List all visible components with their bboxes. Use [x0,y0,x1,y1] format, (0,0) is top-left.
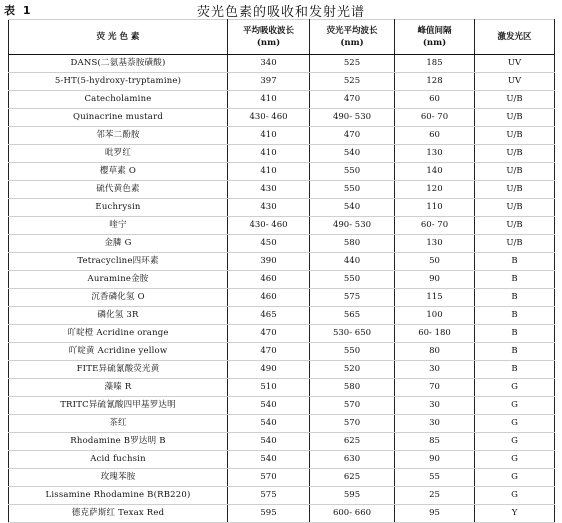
peak-interval-cell: 85 [395,433,475,451]
fluorochrome-name-cell: 玫瑰苯胺 [9,469,228,487]
excitation-region-cell: B [475,361,555,379]
absorption-wavelength-cell: 410 [228,91,310,109]
fluorochrome-name-cell: Euchrysin [9,199,228,217]
absorption-wavelength-cell: 490 [228,361,310,379]
fluorochrome-spectra-table [8,19,555,523]
header-excitation-region [475,20,555,55]
emission-wavelength-cell: 490- 530 [310,109,395,127]
peak-interval-cell: 30 [395,397,475,415]
fluorochrome-name-cell: 硫代黄色素 [9,181,228,199]
emission-wavelength-cell: 580 [310,235,395,253]
absorption-wavelength-cell: 430 [228,181,310,199]
emission-wavelength-cell: 595 [310,487,395,505]
header-absorption [228,20,310,55]
absorption-wavelength-cell: 470 [228,343,310,361]
excitation-region-cell: U/B [475,217,555,235]
emission-wavelength-cell: 550 [310,343,395,361]
header-row [9,20,555,55]
excitation-region-cell: G [475,469,555,487]
emission-wavelength-cell: 625 [310,469,395,487]
excitation-region-cell: U/B [475,181,555,199]
emission-wavelength-cell: 490- 530 [310,217,395,235]
header-fluorochrome-label: 荧 光 色 素 [96,31,140,42]
fluorochrome-name-cell: 磷化氢 3R [9,307,228,325]
fluorochrome-name-cell: 德克萨斯红 Texax Red [9,505,228,523]
peak-interval-cell: 185 [395,55,475,73]
absorption-wavelength-cell: 340 [228,55,310,73]
table-row [9,505,555,523]
peak-interval-cell: 128 [395,73,475,91]
peak-interval-cell: 95 [395,505,475,523]
excitation-region-cell: U/B [475,91,555,109]
emission-wavelength-cell: 470 [310,91,395,109]
fluorochrome-name-cell: DANS(二氨基萘胺磺酸) [9,55,228,73]
table-row [9,379,555,397]
excitation-region-cell: B [475,325,555,343]
emission-wavelength-cell: 550 [310,181,395,199]
header-emission [310,20,395,55]
fluorochrome-name-cell: FITE异硫氰酸荧光黄 [9,361,228,379]
fluorochrome-name-cell: Acid fuchsin [9,451,228,469]
emission-wavelength-cell: 625 [310,433,395,451]
excitation-region-cell: B [475,253,555,271]
fluorochrome-name-cell: Tetracycline四环素 [9,253,228,271]
table-row [9,181,555,199]
header-fluorochrome [9,20,228,55]
absorption-wavelength-cell: 570 [228,469,310,487]
header-absorption-label: 平均吸收波长 [242,25,294,36]
peak-interval-cell: 80 [395,343,475,361]
emission-wavelength-cell: 530- 650 [310,325,395,343]
emission-wavelength-cell: 440 [310,253,395,271]
header-peak-interval-unit: (nm) [422,38,447,48]
table-row [9,433,555,451]
table-row [9,199,555,217]
table-number: 表 1 [4,4,33,17]
peak-interval-cell: 60- 70 [395,217,475,235]
fluorochrome-name-cell: 沉香磷化氢 O [9,289,228,307]
peak-interval-cell: 55 [395,469,475,487]
absorption-wavelength-cell: 460 [228,289,310,307]
peak-interval-cell: 140 [395,163,475,181]
emission-wavelength-cell: 520 [310,361,395,379]
emission-wavelength-cell: 580 [310,379,395,397]
absorption-wavelength-cell: 410 [228,127,310,145]
absorption-wavelength-cell: 430 [228,199,310,217]
emission-wavelength-cell: 540 [310,145,395,163]
peak-interval-cell: 100 [395,307,475,325]
excitation-region-cell: G [475,451,555,469]
table-row [9,487,555,505]
absorption-wavelength-cell: 397 [228,73,310,91]
emission-wavelength-cell: 540 [310,199,395,217]
fluorochrome-name-cell: 吡罗红 [9,145,228,163]
table-row [9,415,555,433]
absorption-wavelength-cell: 540 [228,415,310,433]
absorption-wavelength-cell: 450 [228,235,310,253]
peak-interval-cell: 60- 180 [395,325,475,343]
fluorochrome-name-cell: 邻苯二酚胺 [9,127,228,145]
emission-wavelength-cell: 570 [310,415,395,433]
table-row [9,127,555,145]
table-row [9,55,555,73]
excitation-region-cell: G [475,415,555,433]
absorption-wavelength-cell: 410 [228,145,310,163]
peak-interval-cell: 25 [395,487,475,505]
emission-wavelength-cell: 470 [310,127,395,145]
emission-wavelength-cell: 525 [310,55,395,73]
header-emission-label: 荧光平均波长 [326,25,378,36]
table-row [9,217,555,235]
header-emission-unit: (nm) [340,38,364,48]
absorption-wavelength-cell: 430- 460 [228,217,310,235]
emission-wavelength-cell: 630 [310,451,395,469]
absorption-wavelength-cell: 410 [228,163,310,181]
table-row [9,469,555,487]
table-row [9,361,555,379]
table-row [9,307,555,325]
fluorochrome-name-cell: 藻嗪 R [9,379,228,397]
absorption-wavelength-cell: 540 [228,433,310,451]
table-row [9,451,555,469]
table-row [9,235,555,253]
absorption-wavelength-cell: 540 [228,451,310,469]
emission-wavelength-cell: 550 [310,271,395,289]
emission-wavelength-cell: 575 [310,289,395,307]
excitation-region-cell: U/B [475,235,555,253]
table-row [9,91,555,109]
excitation-region-cell: UV [475,55,555,73]
emission-wavelength-cell: 565 [310,307,395,325]
peak-interval-cell: 90 [395,271,475,289]
table-row [9,145,555,163]
excitation-region-cell: U/B [475,163,555,181]
peak-interval-cell: 60 [395,91,475,109]
header-peak-interval [395,20,475,55]
table-body [9,55,555,523]
fluorochrome-name-cell: 5-HT(5-hydroxy-tryptamine) [9,73,228,91]
table-row [9,253,555,271]
emission-wavelength-cell: 600- 660 [310,505,395,523]
absorption-wavelength-cell: 510 [228,379,310,397]
table-row [9,325,555,343]
header-absorption-unit: (nm) [256,38,281,48]
peak-interval-cell: 120 [395,181,475,199]
excitation-region-cell: G [475,397,555,415]
header-excitation-region-label: 激发光区 [497,31,532,42]
peak-interval-cell: 50 [395,253,475,271]
fluorochrome-name-cell: Quinacrine mustard [9,109,228,127]
fluorochrome-name-cell: 茶红 [9,415,228,433]
excitation-region-cell: B [475,289,555,307]
absorption-wavelength-cell: 540 [228,397,310,415]
fluorochrome-name-cell: Auramine金胺 [9,271,228,289]
fluorochrome-name-cell: 喹宁 [9,217,228,235]
table-row [9,343,555,361]
excitation-region-cell: G [475,433,555,451]
absorption-wavelength-cell: 430- 460 [228,109,310,127]
fluorochrome-name-cell: TRITC异硫氰酸四甲基罗达明 [9,397,228,415]
fluorochrome-name-cell: 金膦 G [9,235,228,253]
excitation-region-cell: UV [475,73,555,91]
excitation-region-cell: U/B [475,109,555,127]
peak-interval-cell: 30 [395,415,475,433]
table-row [9,73,555,91]
table-title: 荧光色素的吸收和发射光谱 [196,5,365,20]
peak-interval-cell: 90 [395,451,475,469]
peak-interval-cell: 60- 70 [395,109,475,127]
excitation-region-cell: G [475,379,555,397]
excitation-region-cell: U/B [475,199,555,217]
peak-interval-cell: 110 [395,199,475,217]
excitation-region-cell: B [475,343,555,361]
fluorochrome-name-cell: 吖啶橙 Acridine orange [9,325,228,343]
excitation-region-cell: G [475,487,555,505]
table-row [9,289,555,307]
excitation-region-cell: B [475,271,555,289]
absorption-wavelength-cell: 470 [228,325,310,343]
peak-interval-cell: 130 [395,235,475,253]
excitation-region-cell: U/B [475,127,555,145]
peak-interval-cell: 70 [395,379,475,397]
absorption-wavelength-cell: 595 [228,505,310,523]
peak-interval-cell: 30 [395,361,475,379]
peak-interval-cell: 60 [395,127,475,145]
absorption-wavelength-cell: 460 [228,271,310,289]
fluorochrome-name-cell: 樱草素 O [9,163,228,181]
fluorochrome-name-cell: Lissamine Rhodamine B(RB220) [9,487,228,505]
peak-interval-cell: 130 [395,145,475,163]
emission-wavelength-cell: 570 [310,397,395,415]
absorption-wavelength-cell: 390 [228,253,310,271]
table-caption [0,0,562,19]
absorption-wavelength-cell: 465 [228,307,310,325]
fluorochrome-name-cell: 吖啶黄 Acridine yellow [9,343,228,361]
table-header [9,20,555,55]
table-row [9,271,555,289]
table-row [9,109,555,127]
header-peak-interval-label: 峰值间隔 [417,25,452,36]
table-row [9,163,555,181]
fluorochrome-name-cell: Rhodamine B罗达明 B [9,433,228,451]
absorption-wavelength-cell: 575 [228,487,310,505]
peak-interval-cell: 115 [395,289,475,307]
emission-wavelength-cell: 550 [310,163,395,181]
table-row [9,397,555,415]
excitation-region-cell: Y [475,505,555,523]
excitation-region-cell: B [475,307,555,325]
emission-wavelength-cell: 525 [310,73,395,91]
fluorochrome-name-cell: Catecholamine [9,91,228,109]
excitation-region-cell: U/B [475,145,555,163]
